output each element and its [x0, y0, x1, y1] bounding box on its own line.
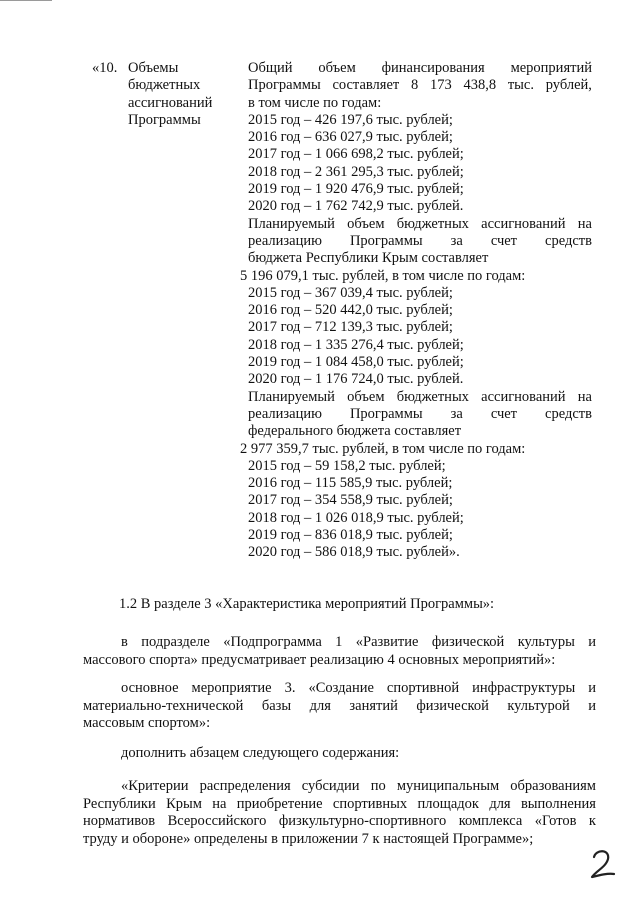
word: «Критерии — [121, 778, 189, 794]
funding-line: 2016 год – 520 442,0 тыс. рублей; — [248, 302, 453, 319]
word: тыс. — [507, 77, 534, 94]
funding-line: 2018 год – 1 335 276,4 тыс. рублей; — [248, 336, 464, 353]
word: в — [121, 634, 128, 650]
word: основное — [121, 680, 179, 696]
funding-line: 2020 год – 586 018,9 тыс. рублей». — [248, 544, 460, 561]
word: приобретение — [236, 795, 323, 812]
word: средств — [545, 405, 592, 422]
word: реализацию — [248, 232, 322, 249]
word: нормативов — [83, 813, 156, 829]
funding-line: 5 196 079,1 тыс. рублей, в том числе по годам: — [240, 267, 526, 284]
word: Республики — [83, 795, 156, 812]
funding-line — [248, 60, 592, 77]
section-heading-paragraph — [83, 596, 596, 614]
handwritten-page-number-mark — [584, 843, 624, 883]
word: материально-технической — [83, 697, 244, 714]
word: 8 — [410, 77, 419, 94]
funding-line: 2019 год – 1 920 476,9 тыс. рублей; — [248, 181, 464, 198]
word: составляет — [332, 77, 400, 94]
funding-line — [248, 216, 592, 233]
subsection-paragraph — [83, 634, 596, 669]
word: «Подпрограмма — [223, 634, 322, 650]
item-number: «10. — [92, 60, 118, 76]
funding-line: 2016 год – 636 027,9 тыс. рублей; — [248, 129, 453, 146]
word: 3. — [284, 680, 296, 696]
word: Всероссийского — [167, 813, 267, 829]
word: базы — [261, 697, 292, 714]
word: мероприятий — [510, 60, 592, 76]
funding-line: 2019 год – 1 084 458,0 тыс. рублей; — [248, 354, 464, 371]
funding-line — [248, 406, 592, 423]
funding-line: 2017 год – 712 139,3 тыс. рублей; — [248, 319, 453, 336]
item-label-line: Программы — [128, 111, 201, 128]
word: спортивной — [386, 680, 460, 696]
funding-line: 2018 год – 2 361 295,3 тыс. рублей; — [248, 163, 464, 180]
word: и — [588, 680, 596, 696]
word: реализацию — [248, 405, 322, 422]
word: Программы — [349, 405, 423, 422]
word: бюджетных — [396, 388, 469, 405]
word: комплекса — [458, 813, 523, 829]
funding-line: в том числе по годам: — [248, 94, 382, 111]
word: «Развитие — [355, 634, 419, 650]
word: Планируемый — [248, 215, 335, 232]
word: к — [588, 813, 596, 829]
word: на — [577, 388, 592, 405]
funding-line — [248, 77, 592, 94]
word: распределения — [199, 778, 291, 794]
word: Крым — [166, 795, 202, 812]
funding-line: 2020 год – 1 762 742,9 тыс. рублей. — [248, 198, 464, 215]
word: и — [588, 697, 596, 714]
paragraph-line — [83, 634, 596, 652]
word: спортивных — [332, 795, 408, 812]
funding-line: 2020 год – 1 176 724,0 тыс. рублей. — [248, 371, 464, 388]
scan-edge-line — [0, 0, 52, 1]
paragraph-line: 1.2 В разделе 3 «Характеристика мероприятий Программы»: — [119, 596, 495, 612]
item-label-line: бюджетных — [128, 77, 201, 94]
word: муниципальным — [396, 778, 500, 794]
word: физкультурно-спортивного — [278, 813, 447, 829]
funding-line: бюджета Республики Крым составляет — [248, 250, 489, 267]
funding-line: 2017 год – 354 558,9 тыс. рублей; — [248, 492, 453, 509]
word: подразделе — [141, 634, 210, 650]
word: 173 — [429, 77, 452, 94]
word: за — [450, 405, 463, 422]
word: и — [588, 634, 596, 650]
word: Планируемый — [248, 388, 335, 405]
addition-paragraph — [83, 745, 596, 763]
word: «Создание — [308, 680, 374, 696]
word: счет — [490, 232, 518, 249]
paragraph-line: труду и обороне» определены в приложении 7 к настоящей Программе»; — [83, 830, 534, 847]
word: занятий — [349, 697, 398, 714]
word: выполнения — [520, 795, 596, 812]
paragraph-line: массовым спортом»: — [83, 715, 211, 731]
funding-line: федерального бюджета составляет — [248, 423, 462, 440]
word: объем — [347, 388, 385, 405]
paragraph-line — [83, 813, 596, 831]
funding-line: 2 977 359,7 тыс. рублей, в том числе по годам: — [240, 440, 526, 457]
funding-line — [248, 233, 592, 250]
word: инфраструктуры — [472, 680, 576, 696]
item-label-line: ассигнований — [128, 94, 213, 111]
word: культурой — [507, 697, 570, 714]
word: счет — [490, 405, 518, 422]
paragraph-line — [83, 778, 596, 796]
funding-line: 2018 год – 1 026 018,9 тыс. рублей; — [248, 509, 464, 526]
word: субсидии — [301, 778, 360, 794]
main-activity-paragraph — [83, 680, 596, 733]
funding-line — [248, 389, 592, 406]
paragraph-line — [83, 680, 596, 698]
funding-block — [240, 60, 598, 562]
word: физической — [416, 697, 489, 714]
word: мероприятие — [191, 680, 272, 696]
word: площадок — [417, 795, 479, 812]
word: ассигнований — [481, 215, 566, 232]
word: Программы — [248, 77, 321, 94]
word: ассигнований — [481, 388, 566, 405]
word: «Готов — [534, 813, 577, 829]
funding-line: 2017 год – 1 066 698,2 тыс. рублей; — [248, 146, 464, 163]
word: за — [450, 232, 463, 249]
word: Программы — [349, 232, 423, 249]
word: объем — [318, 60, 356, 76]
word: на — [212, 795, 227, 812]
funding-line: 2015 год – 59 158,2 тыс. рублей; — [248, 457, 446, 474]
word: для — [309, 697, 331, 714]
funding-line: 2015 год – 426 197,6 тыс. рублей; — [248, 111, 453, 128]
item-label-line: Объемы — [128, 60, 179, 76]
word: объем — [347, 215, 385, 232]
funding-line: 2019 год – 836 018,9 тыс. рублей; — [248, 527, 453, 544]
word: средств — [545, 232, 592, 249]
word: 438,8 — [463, 77, 497, 94]
word: культуры — [517, 634, 575, 650]
paragraph-line: массового спорта» предусматривает реализацию 4 основных мероприятий»: — [83, 651, 556, 668]
word: бюджетных — [396, 215, 469, 232]
word: образованиям — [510, 778, 596, 794]
word: 1 — [335, 634, 343, 650]
word: по — [370, 778, 386, 794]
paragraph-line — [83, 698, 596, 716]
word: Общий — [248, 60, 293, 76]
word: рублей, — [545, 77, 592, 94]
word: финансирования — [381, 60, 485, 76]
criteria-paragraph — [83, 778, 596, 848]
word: для — [489, 795, 511, 812]
word: физической — [431, 634, 505, 650]
funding-line: 2016 год – 115 585,9 тыс. рублей; — [248, 475, 453, 492]
paragraph-line — [83, 796, 596, 814]
item-label — [128, 60, 212, 129]
handwritten-page-number — [584, 843, 624, 883]
word: на — [577, 215, 592, 232]
paragraph-line: дополнить абзацем следующего содержания: — [121, 745, 400, 761]
funding-line: 2015 год – 367 039,4 тыс. рублей; — [248, 284, 453, 301]
